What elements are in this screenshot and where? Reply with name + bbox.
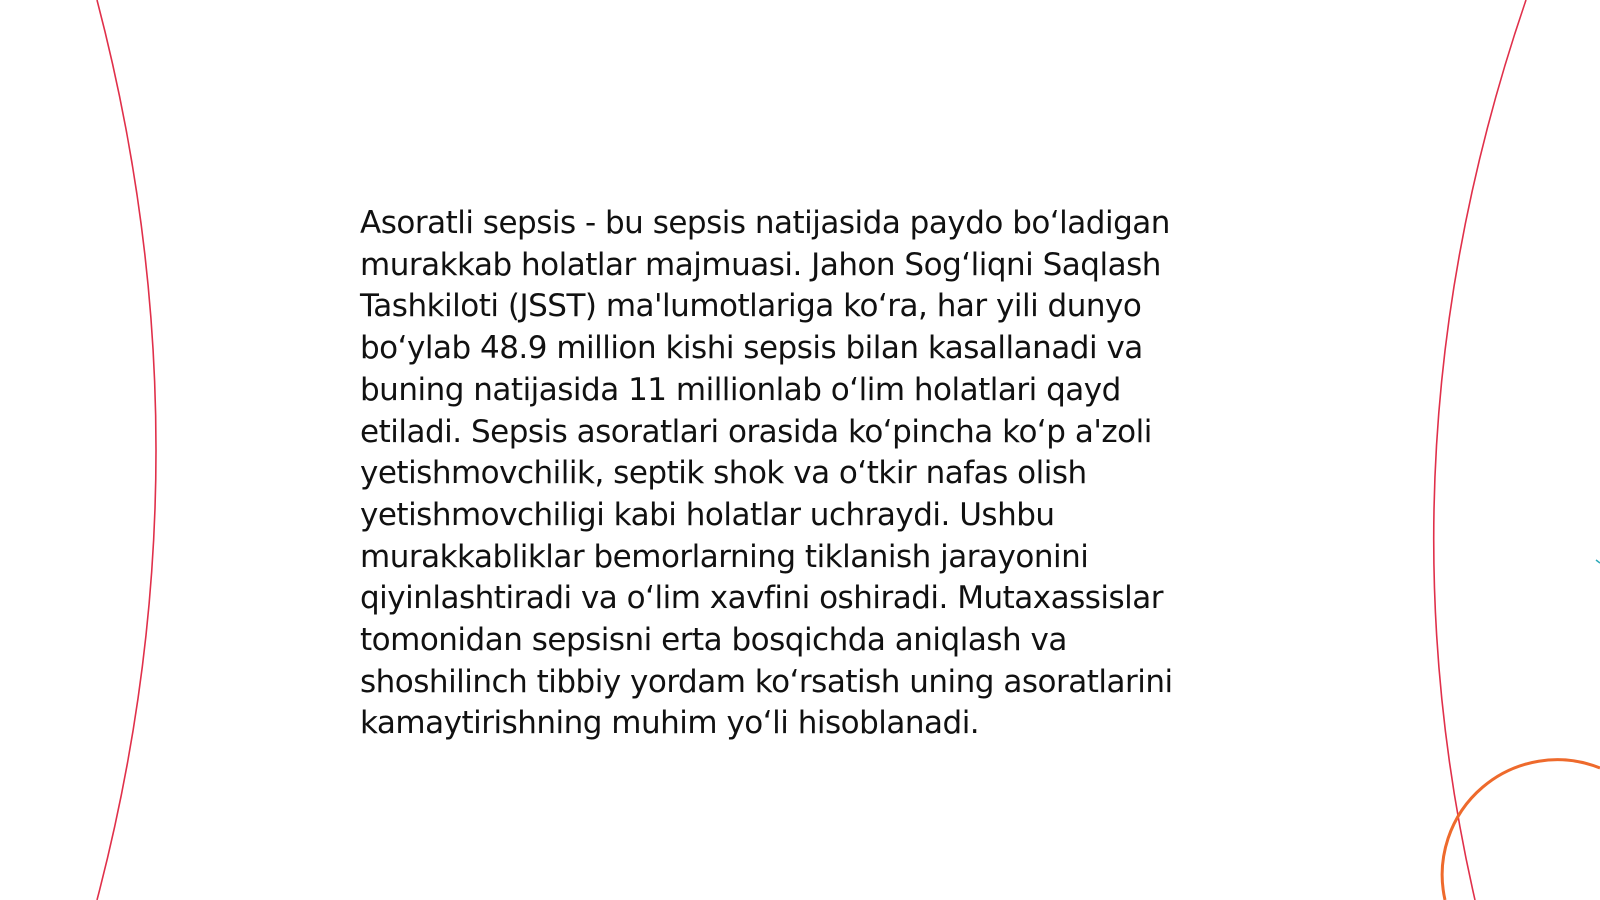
teal-accent-mark (1596, 560, 1600, 563)
orange-circle-arc (1442, 760, 1600, 900)
right-arc-line (1434, 0, 1526, 900)
body-paragraph: Asoratli sepsis - bu sepsis natijasida paydo bo‘ladigan murakkab holatlar majmuasi. Jahon Sog‘liqni Saqlash Tashkiloti (JSST) ma'lumotlariga ko‘ra, har yili dunyo bo‘ylab 48.9 million kishi sepsis bilan kasallanadi va buning natijasida 11 millionlab o‘lim holatlari qayd etiladi. Sepsis asoratlari orasida ko‘pincha ko‘p a'zoli yetishmovchilik, septik shok va o‘tkir nafas olish yetishmovchiligi kabi holatlar uchraydi. Ushbu murakkabliklar bemorlarning tiklanish jarayonini qiyinlashtiradi va o‘lim xavfini oshiradi. Mutaxassislar tomonidan sepsisni erta bosqichda aniqlash va shoshilinch tibbiy yordam ko‘rsatish uning asoratlarini kamaytirishning muhim yo‘li hisoblanadi. (360, 205, 1173, 742)
left-arc-line (97, 0, 156, 900)
